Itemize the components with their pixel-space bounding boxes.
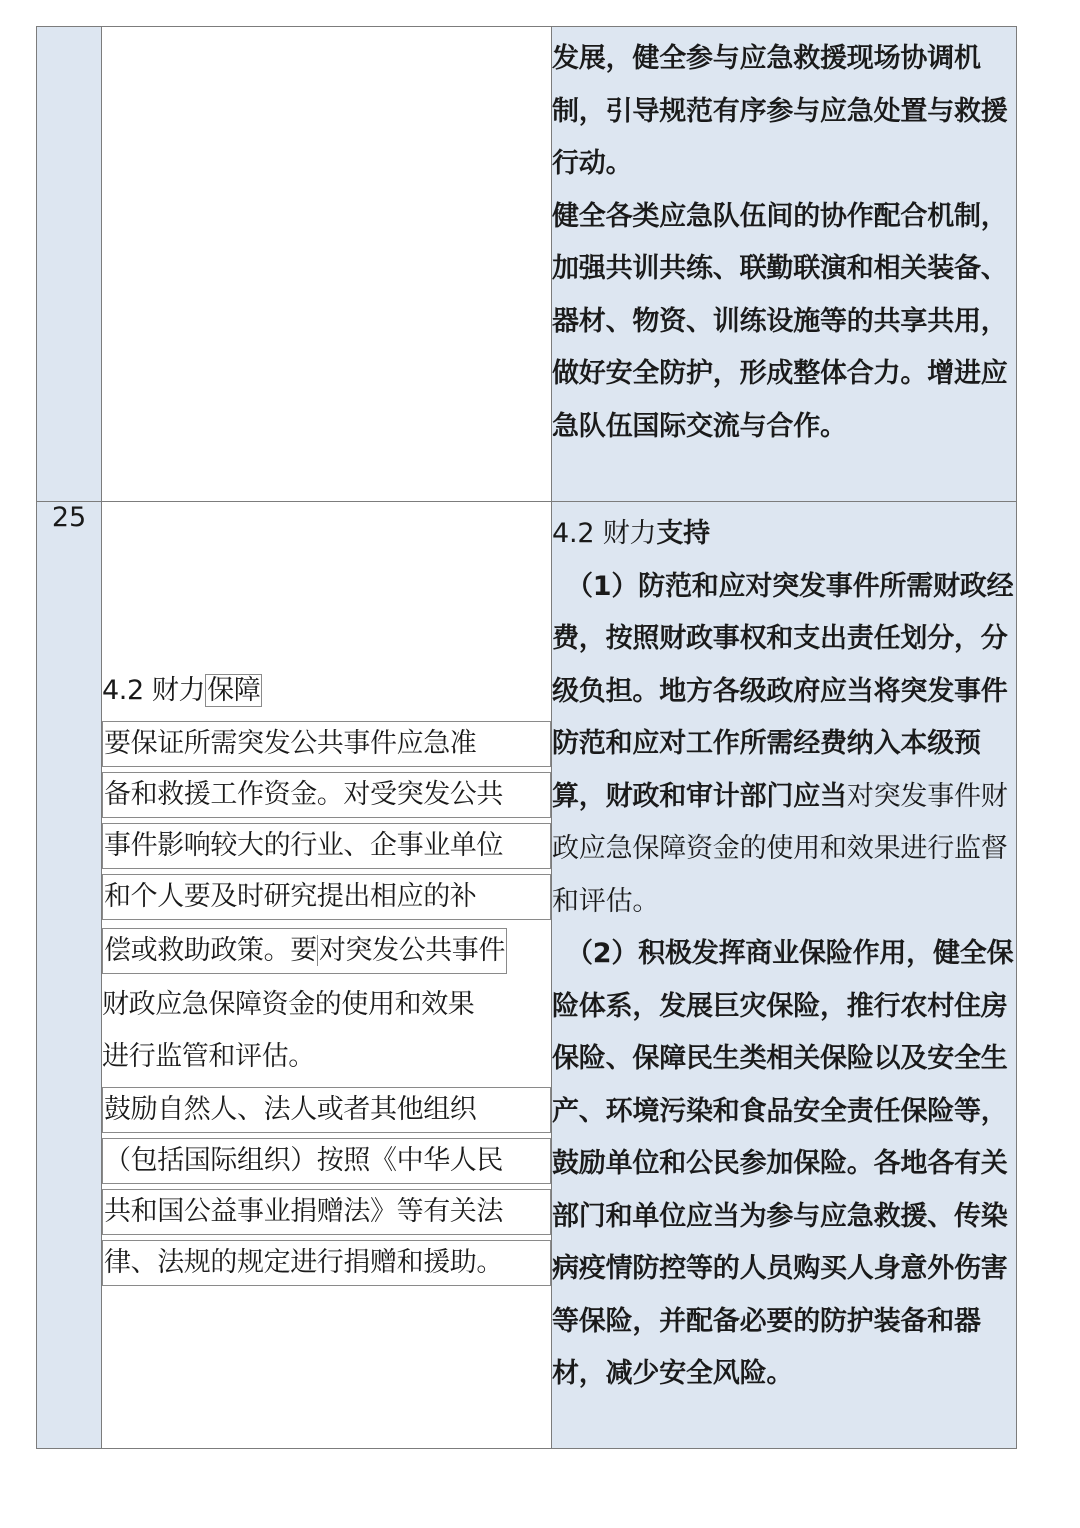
changed-text-line: 事件影响较大的行业、企事业单位 (102, 823, 551, 869)
changed-text-line: 偿或救助政策。要对突发公共事件 (102, 928, 507, 974)
changed-text-line: 鼓励自然人、法人或者其他组织 (102, 1087, 551, 1133)
changed-text-line: 要保证所需突发公共事件应急准 (102, 721, 551, 767)
comparison-table (36, 26, 1017, 1449)
changed-text-group (102, 1087, 551, 1286)
row-number-cell (37, 27, 102, 502)
paragraph: 健全各类应急队伍间的协作配合机制，加强共训共练、联勤联演和相关装备、器材、物资、训练设施等的共享共用，做好安全防护，形成整体合力。增进应急队伍国际交流与合作。 (552, 200, 1008, 442)
changed-text-group (102, 721, 551, 979)
changed-text-box: 保障 (207, 675, 261, 706)
changed-text-line: 共和国公益事业捐赠法》等有关法 (102, 1189, 551, 1235)
section-heading: 4.2 财力支持 (552, 518, 710, 549)
table-row (37, 27, 1017, 502)
paragraph: 发展，健全参与应急救援现场协调机制，引导规范有序参与应急处置与救援行动。 (552, 43, 1008, 179)
row-number-cell: 25 (37, 502, 102, 1449)
changed-text-line: 和个人要及时研究提出相应的补 (102, 874, 551, 920)
text-line: 财政应急保障资金的使用和效果 (102, 988, 475, 1020)
revised-text-cell (552, 27, 1017, 502)
original-text-cell (102, 502, 552, 1449)
revised-text-cell (552, 502, 1017, 1449)
section-heading: 4.2 财力保障 (102, 675, 261, 706)
changed-text-line: 备和救援工作资金。对受突发公共 (102, 772, 551, 818)
text-line: 进行监管和评估。 (102, 1041, 315, 1072)
changed-text-line: （包括国际组织）按照《中华人民 (102, 1138, 551, 1184)
changed-text-line: 律、法规的规定进行捐赠和援助。 (102, 1240, 551, 1286)
original-text-cell (102, 27, 552, 502)
table-row (37, 502, 1017, 1449)
paragraph: （1）防范和应对突发事件所需财政经费，按照财政事权和支出责任划分，分级负担。地方各级政府应当将突发事件防范和应对工作所需经费纳入本级预算，财政和审计部门应当对突发事件财政应急保障资金的使用和效果进行监督和评估。 (552, 570, 1014, 917)
paragraph: （2）积极发挥商业保险作用，健全保险体系，发展巨灾保险，推行农村住房保险、保障民生类相关保险以及安全生产、环境污染和食品安全责任保险等，鼓励单位和公民参加保险。各地各有关部门和单位应当为参与应急救援、传染病疫情防控等的人员购买人身意外伤害等保险，并配备必要的防护装备和器材，减少安全风险。 (552, 938, 1014, 1389)
